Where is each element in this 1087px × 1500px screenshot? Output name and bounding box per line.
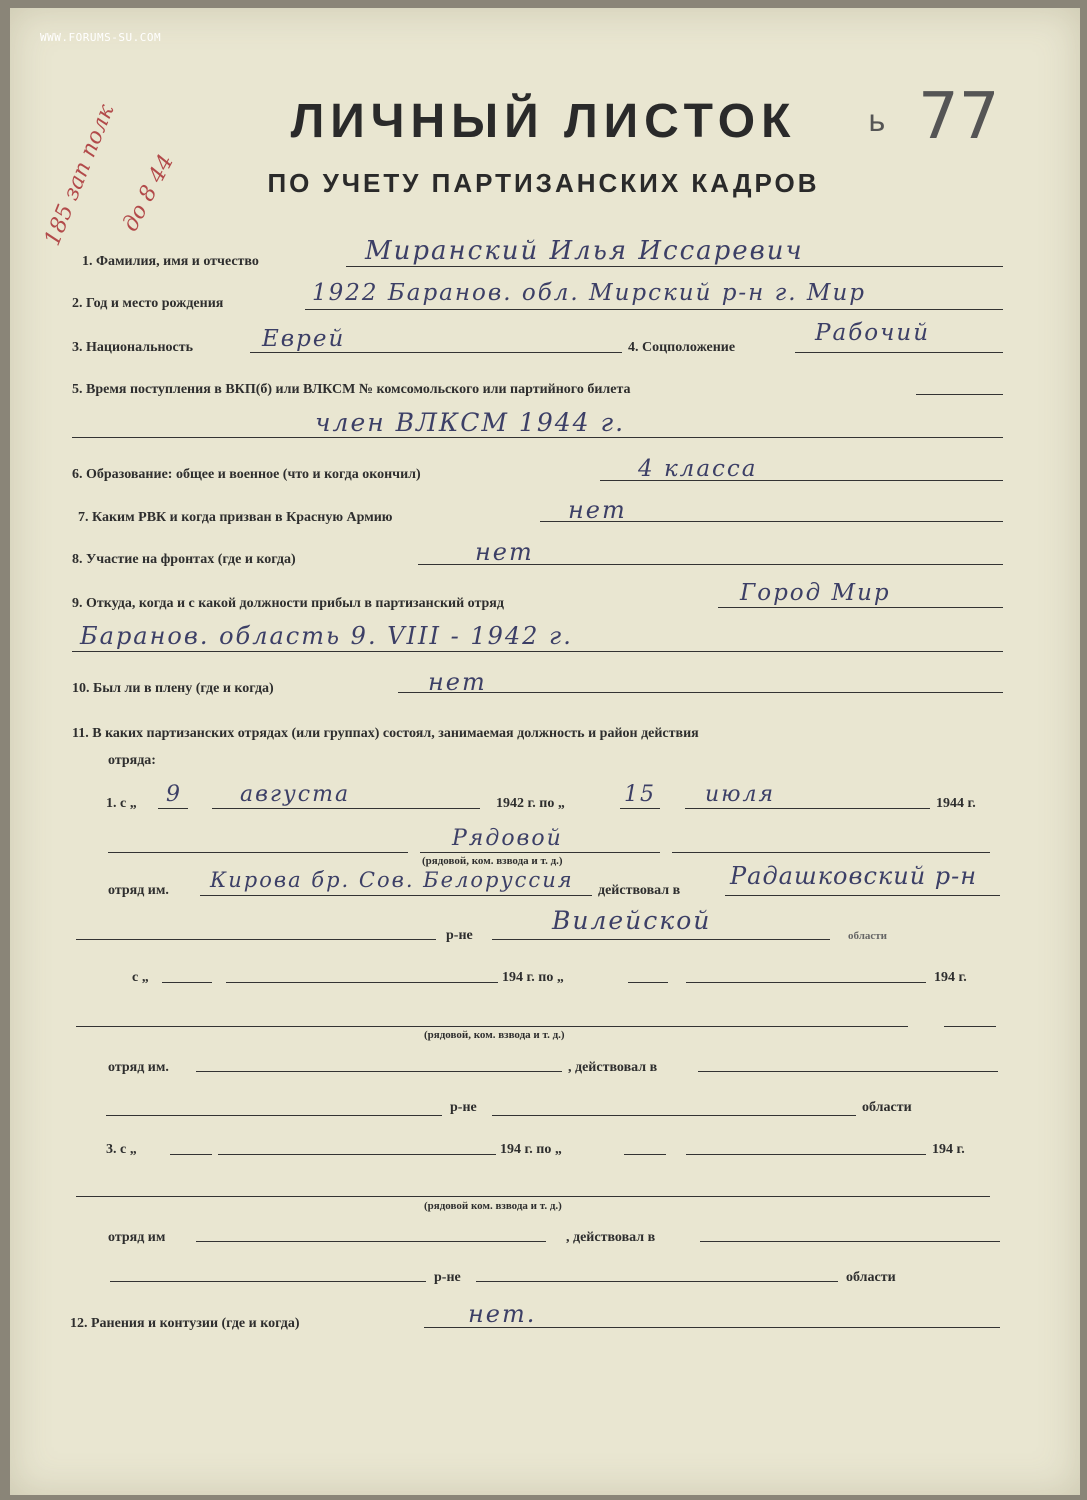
period-3-prefix: 3. с „	[106, 1142, 137, 1157]
period-3-rne-line	[110, 1281, 426, 1282]
period-2-month2-line	[686, 982, 926, 983]
field-6-value: 4 класса	[638, 456, 758, 482]
period-3-region-line	[476, 1281, 838, 1282]
period-3-day-line	[170, 1154, 212, 1155]
period-2-region-label: области	[862, 1100, 912, 1115]
field-1-line	[346, 266, 1003, 267]
period-3-district-line	[700, 1241, 1000, 1242]
period-1-month: августа	[240, 782, 351, 807]
field-1-value: Миранский Илья Иссаревич	[365, 236, 804, 266]
period-1-month2: июля	[705, 782, 776, 807]
period-1-rne-line	[76, 939, 436, 940]
field-3-label: 3. Национальность	[72, 340, 194, 355]
field-5-line-2	[72, 437, 1003, 438]
period-1-acted-label: действовал в	[598, 883, 681, 898]
period-3-region-label: области	[846, 1270, 896, 1285]
field-3-line	[250, 352, 622, 353]
page-title: ЛИЧНЫЙ ЛИСТОК	[290, 95, 797, 148]
period-2-rne-label: р-не	[450, 1100, 477, 1115]
period-2-position-caption: (рядовой, ком. взвода и т. д.)	[424, 1029, 565, 1041]
period-3-day2-line	[624, 1154, 666, 1155]
period-1-prefix: 1. с „	[106, 796, 137, 811]
field-8-value: нет	[475, 538, 534, 566]
period-1-district-line	[725, 895, 1000, 896]
period-2-position-line-2	[944, 1026, 996, 1027]
period-1-month2-line	[685, 808, 930, 809]
period-1-line-c	[672, 852, 990, 853]
field-12-label: 12. Ранения и контузии (где и когда)	[70, 1316, 300, 1331]
period-2-position-line	[76, 1026, 908, 1027]
field-2-label: 2. Год и место рождения	[72, 296, 224, 311]
period-1-region-label: области	[848, 930, 888, 942]
period-2-prefix: с „	[132, 970, 149, 985]
period-1-rne-label: р-не	[446, 928, 473, 943]
field-11-label: 11. В каких партизанских отрядах (или группах) состоял, занимаемая должность и район действия	[72, 726, 699, 741]
field-5-value: член ВЛКСМ 1944 г.	[315, 408, 626, 437]
period-1-year2: 1944 г.	[936, 796, 976, 811]
period-2-detachment-line	[196, 1071, 562, 1072]
period-1-district: Радашковский р-н	[730, 862, 978, 890]
period-2-month-line	[226, 982, 498, 983]
field-11-label-2: отряда:	[108, 753, 156, 768]
field-9-value: Город Мир	[740, 580, 891, 606]
pencil-mark: ь	[868, 104, 886, 139]
field-10-line	[398, 692, 1003, 693]
watermark: WWW.FORUMS-SU.COM	[40, 31, 162, 44]
period-3-rne-label: р-не	[434, 1270, 461, 1285]
period-2-detachment-label: отряд им.	[108, 1060, 169, 1075]
period-3-year-label: 194 г. по „	[500, 1142, 562, 1157]
period-1-position-caption: (рядовой, ком. взвода и т. д.)	[422, 855, 563, 867]
document-sheet	[10, 8, 1080, 1495]
period-1-month-line	[212, 808, 480, 809]
field-2-value: 1922 Баранов. обл. Мирский р-н г. Мир	[312, 280, 866, 306]
field-4-label: 4. Соцположение	[628, 340, 736, 355]
period-3-year2: 194 г.	[932, 1142, 965, 1157]
red-note-2: до 8 44	[118, 150, 180, 236]
field-6-label: 6. Образование: общее и военное (что и когда окончил)	[72, 467, 421, 482]
field-5-line	[916, 394, 1003, 395]
period-3-detachment-line	[196, 1241, 546, 1242]
field-9-line-2	[72, 651, 1003, 652]
period-1-line-a	[108, 852, 408, 853]
period-1-day: 9	[166, 782, 182, 807]
field-4-value: Рабочий	[815, 320, 931, 346]
field-5-label: 5. Время поступления в ВКП(б) или ВЛКСМ № комсомольского или партийного билета	[72, 382, 631, 397]
period-3-month2-line	[686, 1154, 926, 1155]
field-7-value: нет	[568, 496, 627, 524]
period-3-acted-label: , действовал в	[566, 1230, 656, 1245]
period-1-region: Вилейской	[552, 906, 712, 935]
period-2-day-line	[162, 982, 212, 983]
pencil-number: 77	[918, 80, 1000, 154]
period-1-region-line	[492, 939, 830, 940]
period-1-detachment-label: отряд им.	[108, 883, 169, 898]
page-subtitle: ПО УЧЕТУ ПАРТИЗАНСКИХ КАДРОВ	[267, 168, 820, 198]
period-3-detachment-label: отряд им	[108, 1230, 166, 1245]
field-1-label: 1. Фамилия, имя и отчество	[82, 254, 259, 269]
period-3-position-caption: (рядовой ком. взвода и т. д.)	[424, 1200, 562, 1212]
field-2-line	[305, 309, 1003, 310]
period-2-rne-line	[106, 1115, 442, 1116]
period-1-day2-line	[620, 808, 660, 809]
field-8-label: 8. Участие на фронтах (где и когда)	[72, 552, 296, 567]
period-1-day-line	[158, 808, 188, 809]
field-10-value: нет	[428, 668, 487, 696]
period-2-day2-line	[628, 982, 668, 983]
field-7-label: 7. Каким РВК и когда призван в Красную Армию	[78, 510, 393, 525]
period-1-detachment-line	[200, 895, 592, 896]
field-12-value: нет.	[468, 1300, 537, 1328]
period-1-detachment: Кирова бр. Сов. Белоруссия	[210, 868, 574, 892]
field-10-label: 10. Был ли в плену (где и когда)	[72, 681, 274, 696]
period-3-position-line	[76, 1196, 990, 1197]
period-2-year2: 194 г.	[934, 970, 967, 985]
period-2-year-label: 194 г. по „	[502, 970, 564, 985]
period-3-month-line	[218, 1154, 496, 1155]
period-1-year-label: 1942 г. по „	[496, 796, 565, 811]
period-1-day2: 15	[624, 782, 656, 807]
period-2-region-line	[492, 1115, 856, 1116]
field-4-line	[795, 352, 1003, 353]
red-note-1: 185 зап полк	[40, 101, 120, 250]
period-2-district-line	[698, 1071, 998, 1072]
period-1-position: Рядовой	[452, 826, 563, 851]
field-9-label: 9. Откуда, когда и с какой должности прибыл в партизанский отряд	[72, 596, 504, 611]
period-1-line-b	[420, 852, 660, 853]
field-9-line	[718, 607, 1003, 608]
period-2-acted-label: , действовал в	[568, 1060, 658, 1075]
field-3-value: Еврей	[262, 326, 346, 352]
field-9-value-2: Баранов. область 9. VIII - 1942 г.	[80, 622, 573, 650]
